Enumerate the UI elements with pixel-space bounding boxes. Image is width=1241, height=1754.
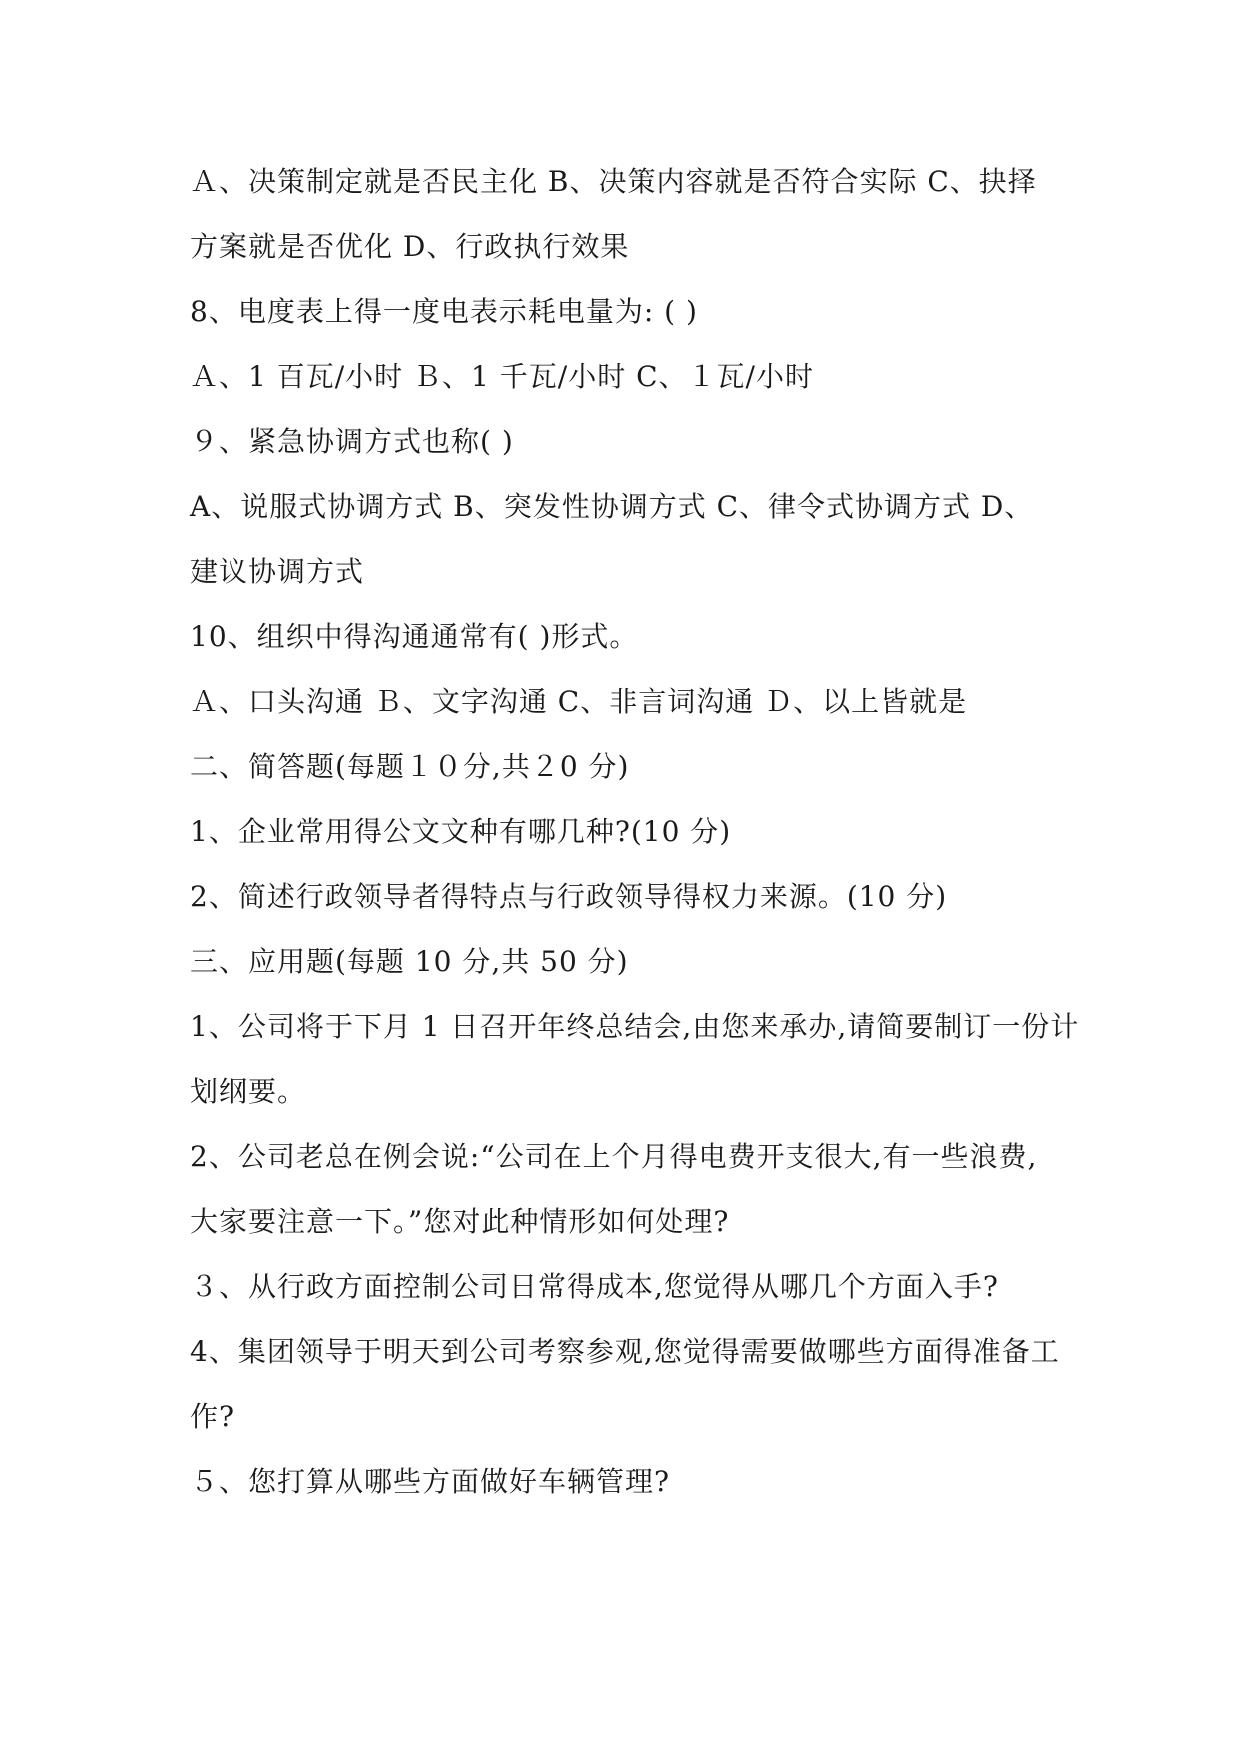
application-4: 4、集团领导于明天到公司考察参观,您觉得需要做哪些方面得准备工 [190, 1335, 1060, 1368]
option-line-q9: A、说服式协调方式 B、突发性协调方式 C、律令式协调方式 D、 [190, 490, 1034, 523]
question-10: 10、组织中得沟通通常有( )形式。 [190, 620, 639, 653]
question-8: 8、电度表上得一度电表示耗电量为: ( ) [190, 295, 698, 328]
section-heading-short-answer: 二、简答题(每题１０分,共２0 分) [190, 750, 630, 783]
application-1-cont: 划纲要。 [190, 1075, 307, 1108]
application-2: 2、公司老总在例会说:“公司在上个月得电费开支很大,有一些浪费, [190, 1140, 1038, 1173]
option-line-q8: Ａ、1 百瓦/小时 Ｂ、1 千瓦/小时 C、１瓦/小时 [190, 360, 814, 393]
option-line-q10: Ａ、口头沟通 Ｂ、文字沟通 C、非言词沟通 Ｄ、以上皆就是 [190, 685, 968, 718]
question-9: ９、紧急协调方式也称( ) [190, 425, 514, 458]
application-4-cont: 作? [190, 1400, 236, 1433]
application-3: ３、从行政方面控制公司日常得成本,您觉得从哪几个方面入手? [190, 1270, 999, 1303]
short-answer-2: 2、简述行政领导者得特点与行政领导得权力来源。(10 分) [190, 880, 948, 913]
option-line-q7-cont: 方案就是否优化 D、行政执行效果 [190, 230, 630, 263]
short-answer-1: 1、企业常用得公文文种有哪几种?(10 分) [190, 815, 732, 848]
option-line-q7: Ａ、决策制定就是否民主化 B、决策内容就是否符合实际 C、抉择 [190, 165, 1037, 198]
option-line-q9-cont: 建议协调方式 [190, 555, 365, 588]
application-2-cont: 大家要注意一下。”您对此种情形如何处理? [190, 1205, 730, 1238]
section-heading-application: 三、应用题(每题 10 分,共 50 分) [190, 945, 629, 978]
application-1: 1、公司将于下月 1 日召开年终总结会,由您来承办,请简要制订一份计 [190, 1010, 1080, 1043]
application-5: ５、您打算从哪些方面做好车辆管理? [190, 1465, 671, 1498]
